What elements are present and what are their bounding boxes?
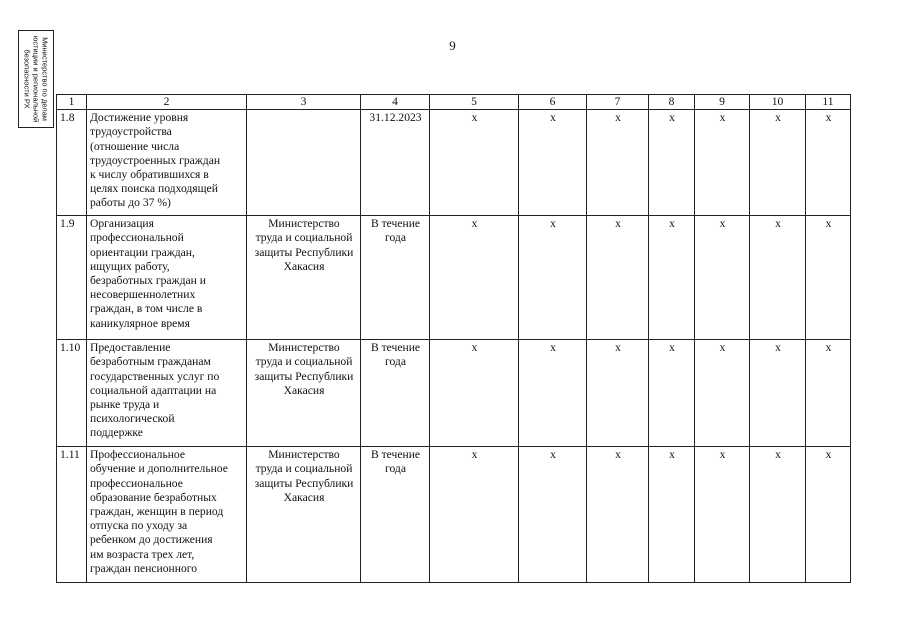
- page-number: 9: [449, 38, 456, 53]
- mark-cell: x: [750, 216, 806, 340]
- item-description: Предоставление безработным гражданам государственных услуг по социальной адаптации на рынке труда и психологической поддержке: [87, 340, 247, 447]
- mark-cell: x: [587, 447, 649, 583]
- item-description: Профессиональное обучение и дополнительное профессиональное образование безработных граждан, женщин в период отпуска по уходу за ребенком до достижения им возраста трех лет, граждан пенсионного: [87, 447, 247, 583]
- item-executor: [247, 110, 361, 216]
- mark-cell: x: [519, 340, 587, 447]
- column-header: 8: [649, 95, 695, 110]
- stamp-line: безопасности РХ: [22, 49, 32, 109]
- column-header: 5: [430, 95, 519, 110]
- column-header: 10: [750, 95, 806, 110]
- column-header: 9: [695, 95, 750, 110]
- item-deadline: В течение года: [361, 340, 430, 447]
- mark-cell: x: [649, 216, 695, 340]
- mark-cell: x: [695, 216, 750, 340]
- table-row: [57, 216, 851, 340]
- mark-cell: x: [750, 110, 806, 216]
- mark-cell: x: [519, 110, 587, 216]
- mark-cell: x: [649, 110, 695, 216]
- stamp-text: [23, 30, 50, 128]
- mark-cell: x: [430, 216, 519, 340]
- item-number: 1.9: [57, 216, 87, 340]
- table-row: [57, 340, 851, 447]
- column-header: 4: [361, 95, 430, 110]
- column-header: 3: [247, 95, 361, 110]
- column-header: 11: [806, 95, 851, 110]
- mark-cell: x: [695, 340, 750, 447]
- mark-cell: x: [430, 340, 519, 447]
- mark-cell: x: [587, 216, 649, 340]
- table-header-row: [57, 95, 851, 110]
- mark-cell: x: [695, 447, 750, 583]
- mark-cell: x: [587, 340, 649, 447]
- registration-stamp: [18, 30, 54, 128]
- stamp-line: юстиции и региональной: [31, 35, 41, 123]
- item-number: 1.11: [57, 447, 87, 583]
- mark-cell: x: [806, 340, 851, 447]
- mark-cell: x: [695, 110, 750, 216]
- mark-cell: x: [806, 447, 851, 583]
- item-number: 1.8: [57, 110, 87, 216]
- stamp-line: Министерство по делам: [40, 37, 50, 121]
- mark-cell: x: [806, 110, 851, 216]
- mark-cell: x: [430, 447, 519, 583]
- column-header: 1: [57, 95, 87, 110]
- mark-cell: x: [649, 340, 695, 447]
- column-header: 7: [587, 95, 649, 110]
- mark-cell: x: [750, 340, 806, 447]
- mark-cell: x: [519, 447, 587, 583]
- item-executor: Министерство труда и социальной защиты Республики Хакасия: [247, 340, 361, 447]
- table-row: [57, 110, 851, 216]
- item-executor: Министерство труда и социальной защиты Республики Хакасия: [247, 216, 361, 340]
- column-header: 2: [87, 95, 247, 110]
- item-description: Организация профессиональной ориентации граждан, ищущих работу, безработных граждан и несовершеннолетних граждан, в том числе в каникулярное время: [87, 216, 247, 340]
- activities-table: [56, 94, 851, 583]
- item-number: 1.10: [57, 340, 87, 447]
- mark-cell: x: [587, 110, 649, 216]
- item-deadline: В течение года: [361, 447, 430, 583]
- mark-cell: x: [649, 447, 695, 583]
- mark-cell: x: [519, 216, 587, 340]
- item-executor: Министерство труда и социальной защиты Республики Хакасия: [247, 447, 361, 583]
- column-header: 6: [519, 95, 587, 110]
- mark-cell: x: [806, 216, 851, 340]
- mark-cell: x: [750, 447, 806, 583]
- item-description: Достижение уровня трудоустройства (отношение числа трудоустроенных граждан к числу обратившихся в целях поиска подходящей работы до 37 %): [87, 110, 247, 216]
- table-row: [57, 447, 851, 583]
- mark-cell: x: [430, 110, 519, 216]
- item-deadline: 31.12.2023: [361, 110, 430, 216]
- item-deadline: В течение года: [361, 216, 430, 340]
